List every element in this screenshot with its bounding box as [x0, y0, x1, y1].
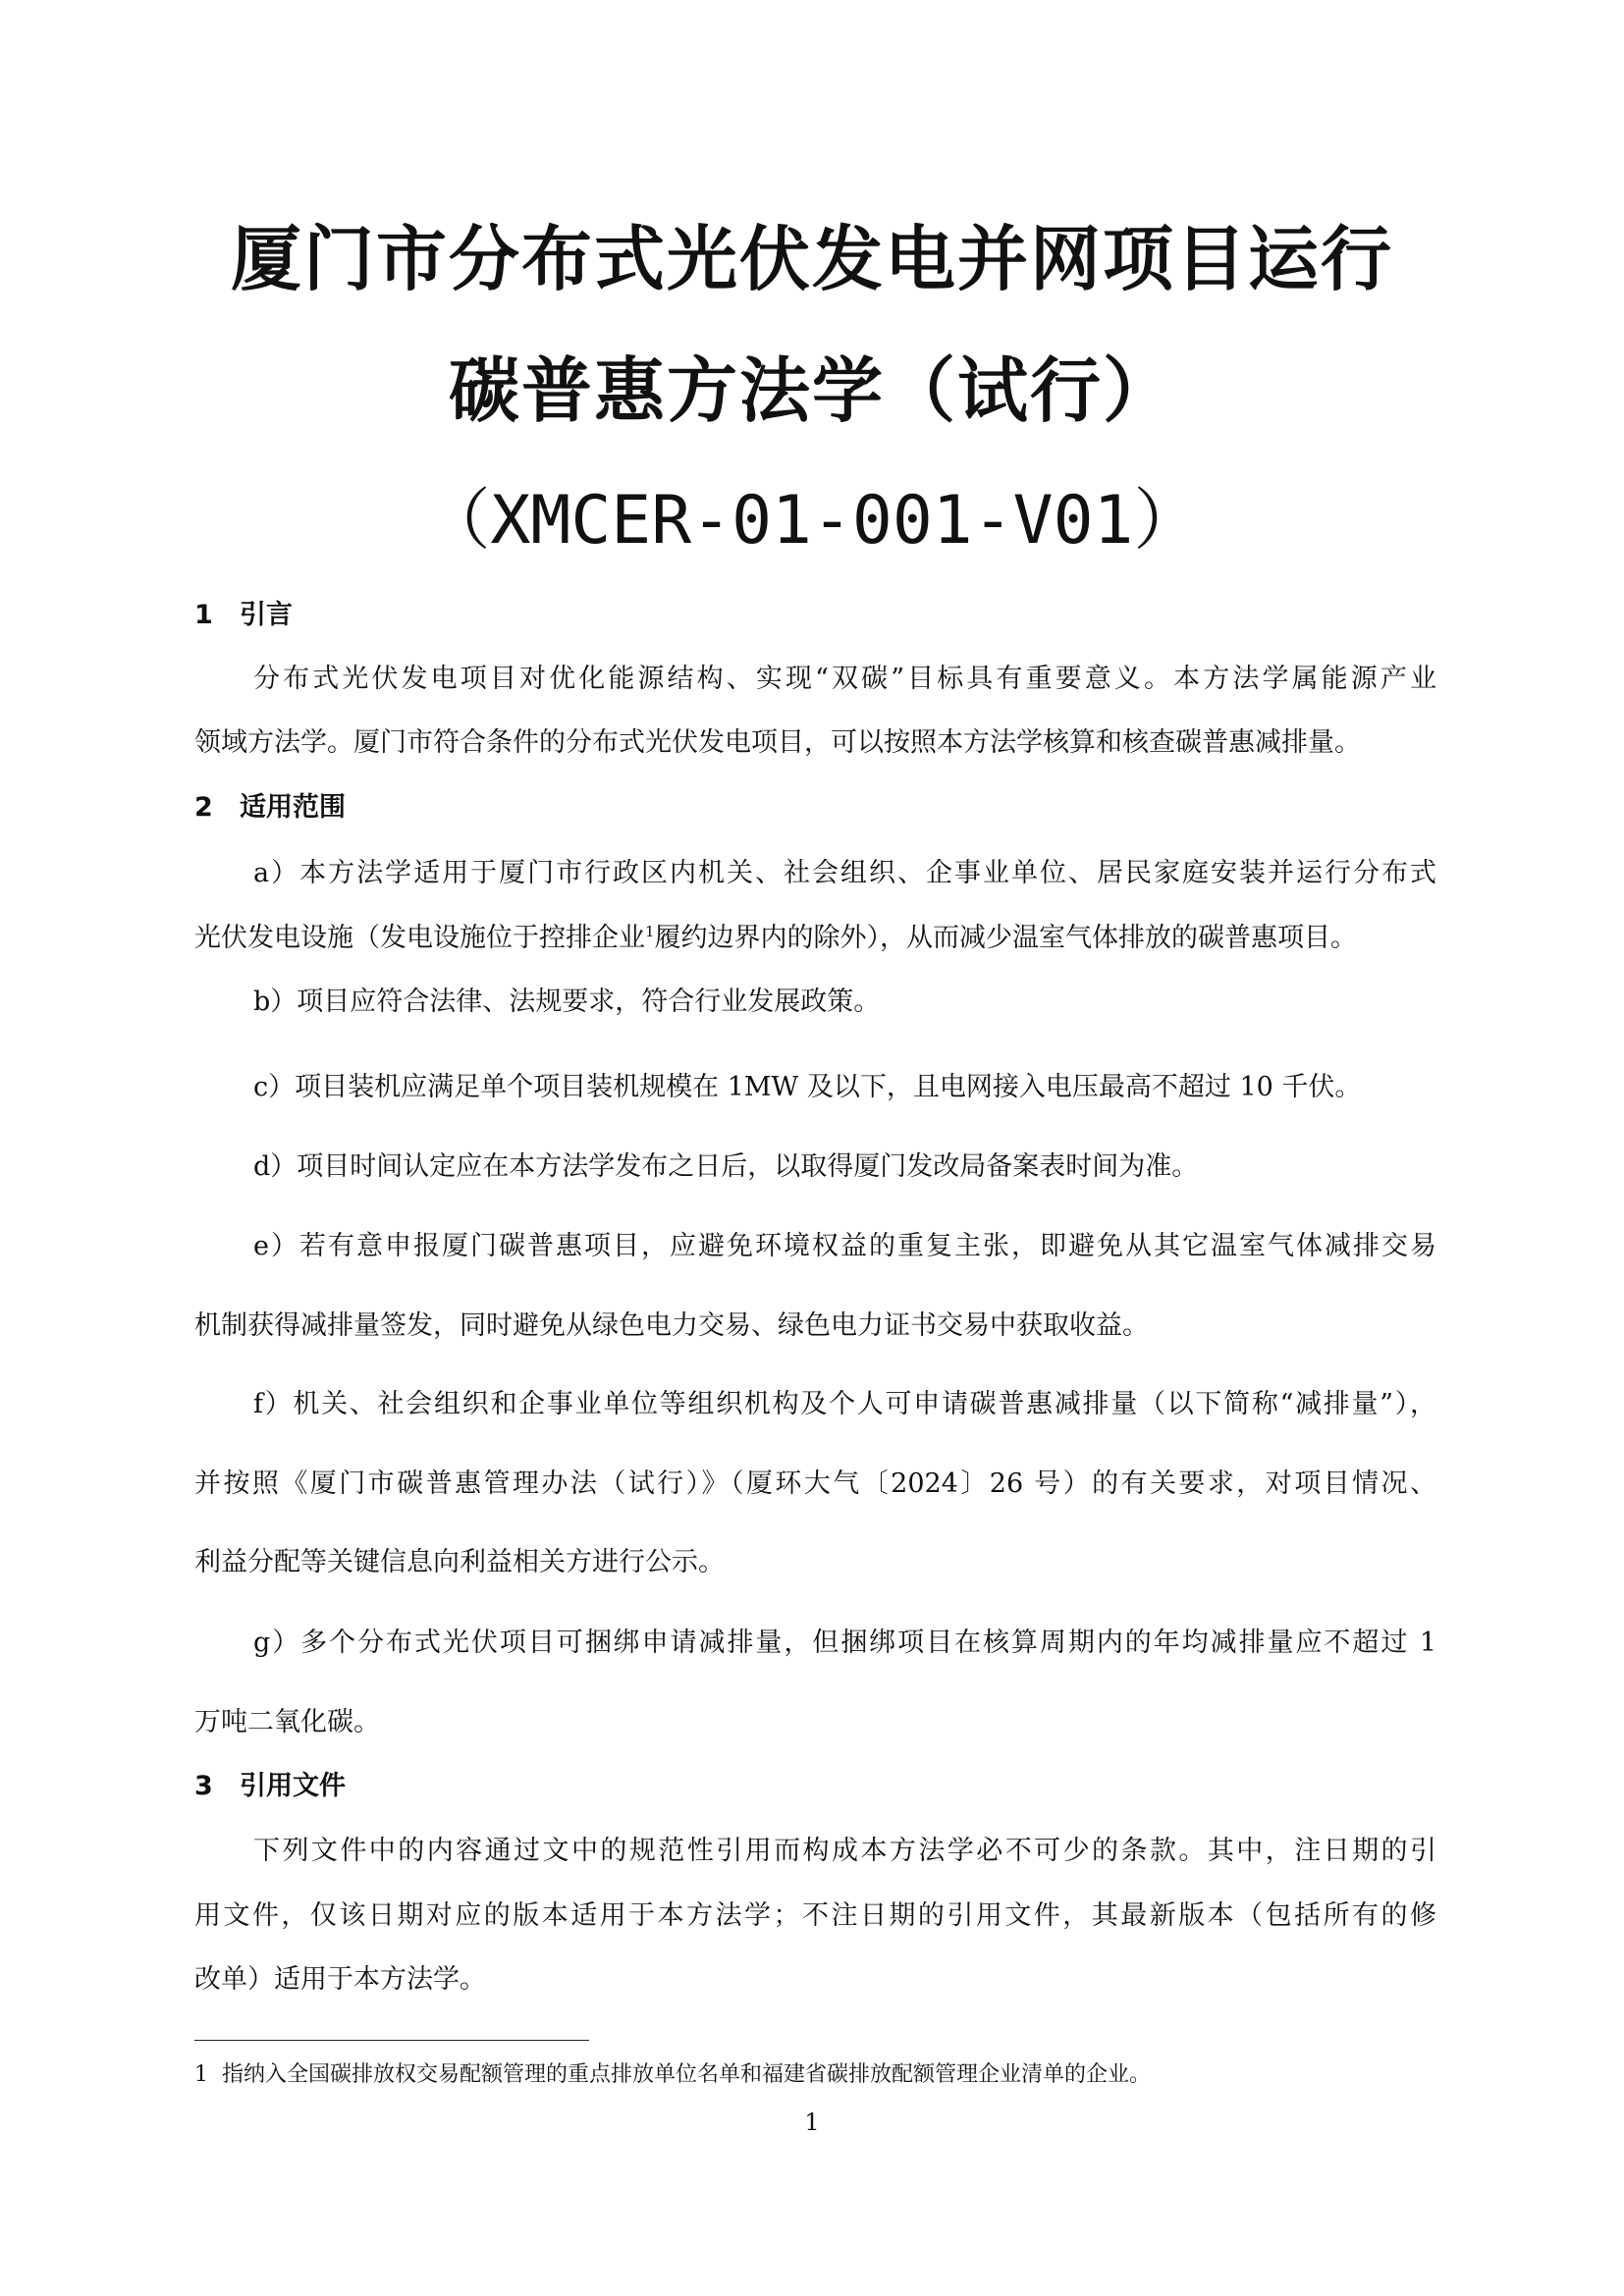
section-3-paragraph-cont-2 — [194, 1960, 1436, 2000]
text-segment: 光伏发电设施（发电设施位于控排企业 — [194, 923, 645, 953]
text-line: 利益分配等关键信息向利益相关方进行公示。 — [194, 1547, 725, 1577]
section-title: 适用范围 — [240, 792, 346, 823]
section-1-paragraph — [194, 660, 1436, 699]
text-line: g）多个分布式光伏项目可捆绑申请减排量，但捆绑项目在核算周期内的年均减排量应不超过 1 — [253, 1628, 1436, 1658]
document-code: （XMCER-01-001-V01） — [423, 482, 1201, 560]
text-segment: 履约边界内的除外），从而减少温室气体排放的碳普惠项目。 — [654, 923, 1358, 953]
section-number: 2 — [194, 792, 213, 823]
section-3-heading — [194, 1767, 346, 1806]
text-line: 改单）适用于本方法学。 — [194, 1964, 486, 1995]
page-number: 1 — [804, 2109, 820, 2136]
clause-f — [194, 1385, 1436, 1424]
footnote — [194, 2059, 1151, 2091]
document-title-line-2: 碳普惠方法学（试行） — [448, 349, 1175, 432]
clause-e-cont — [194, 1307, 1436, 1346]
section-1-paragraph-cont — [194, 723, 1436, 763]
section-2-heading — [194, 788, 346, 828]
clause-f-cont-1 — [194, 1465, 1436, 1504]
footnote-number: 1 — [194, 2062, 208, 2087]
text-line: c）项目装机应满足单个项目装机规模在 1MW 及以下，且电网接入电压最高不超过 10 千伏。 — [253, 1072, 1362, 1102]
clause-a — [194, 854, 1436, 893]
text-line: 机制获得减排量签发，同时避免从绿色电力交易、绿色电力证书交易中获取收益。 — [194, 1310, 1149, 1341]
document-title-line-1: 厦门市分布式光伏发电并网项目运行 — [230, 218, 1393, 300]
clause-g — [194, 1624, 1436, 1663]
section-number: 3 — [194, 1771, 213, 1801]
section-3-paragraph-cont-1 — [194, 1896, 1436, 1936]
footnote-text: 指纳入全国碳排放权交易配额管理的重点排放单位名单和福建省碳排放配额管理企业清单的企业。 — [222, 2062, 1152, 2087]
text-line: e）若有意申报厦门碳普惠项目，应避免环境权益的重复主张，即避免从其它温室气体减排交易 — [253, 1231, 1436, 1261]
text-line: f）机关、社会组织和企事业单位等组织机构及个人可申请碳普惠减排量（以下简称“减排量”）， — [253, 1389, 1436, 1419]
text-line: a）本方法学适用于厦门市行政区内机关、社会组织、企事业单位、居民家庭安装并运行分布式 — [253, 858, 1436, 888]
clause-c — [194, 1068, 1436, 1107]
clause-f-cont-2 — [194, 1543, 1436, 1582]
clause-b — [194, 983, 1436, 1022]
clause-g-cont — [194, 1703, 1436, 1742]
section-3-paragraph — [194, 1832, 1436, 1871]
section-1-heading — [194, 596, 293, 635]
text-line: b）项目应符合法律、法规要求，符合行业发展政策。 — [253, 987, 881, 1017]
clause-e — [194, 1227, 1436, 1266]
text-line: 分布式光伏发电项目对优化能源结构、实现“双碳”目标具有重要意义。本方法学属能源产业 — [253, 664, 1436, 694]
section-title: 引用文件 — [240, 1771, 346, 1801]
text-line: 下列文件中的内容通过文中的规范性引用而构成本方法学必不可少的条款。其中，注日期的引 — [253, 1836, 1436, 1866]
clause-d — [194, 1148, 1436, 1187]
section-number: 1 — [194, 600, 213, 630]
text-line: d）项目时间认定应在本方法学发布之日后，以取得厦门发改局备案表时间为准。 — [253, 1151, 1199, 1182]
footnote-divider — [194, 2040, 589, 2041]
text-line — [194, 919, 1436, 958]
section-title: 引言 — [240, 600, 293, 630]
clause-a-cont — [194, 919, 1436, 958]
text-line: 并按照《厦门市碳普惠管理办法（试行）》（厦环大气〔2024〕26 号）的有关要求，对项目情况、 — [194, 1468, 1436, 1499]
text-line: 用文件，仅该日期对应的版本适用于本方法学；不注日期的引用文件，其最新版本（包括所有的修 — [194, 1900, 1436, 1931]
footnote-reference: 1 — [645, 923, 655, 940]
text-line: 万吨二氧化碳。 — [194, 1707, 380, 1737]
text-line: 领域方法学。厦门市符合条件的分布式光伏发电项目，可以按照本方法学核算和核查碳普惠减排量。 — [194, 727, 1361, 758]
